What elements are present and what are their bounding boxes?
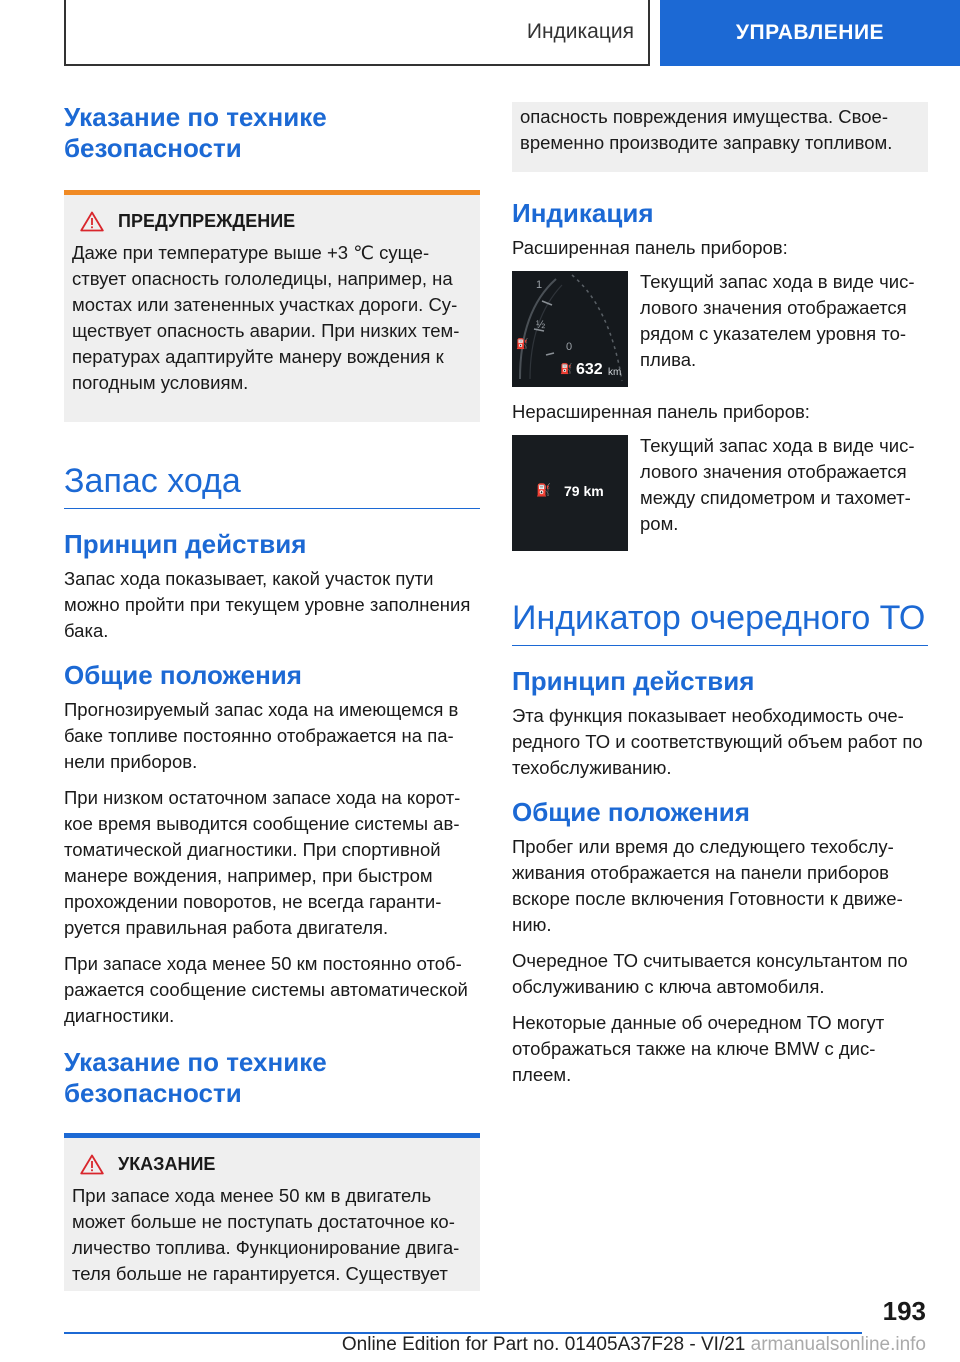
range-title: Запас хода <box>64 460 480 509</box>
page-header <box>0 0 960 66</box>
notice-box-continued <box>512 102 928 172</box>
general-heading-service: Общие положения <box>512 797 750 827</box>
warning-box-2 <box>64 1133 480 1291</box>
notice-text: При запасе хода менее 50 км в двигатель может больше не поступать достаточное количество топлива. Функционирование двигателя больше не гарантируется. Существует <box>72 1185 460 1284</box>
page-number: 193 <box>882 1296 926 1326</box>
warning-title-row <box>72 211 472 232</box>
notice-text-continued: опасность повреждения имущества. Своевременно производите заправку топливом. <box>520 106 893 153</box>
range-value: 632 <box>576 361 603 378</box>
warning-triangle-icon <box>80 211 104 232</box>
range-unit: km <box>608 367 622 378</box>
watermark-text[interactable]: armanualsonline.info <box>750 1334 926 1355</box>
fuel-pump-icon: ⛽ <box>516 339 529 350</box>
service-indicator-title: Индикатор очередного ТО <box>512 597 928 646</box>
warning-text: Даже при температуре выше +3 ℃ существует опасность гололедицы, например, на мостах или затененных участках дороги. Существует опасность аварии. При низких температурах адаптируйте манеру вождения к погодным условиям. <box>72 242 460 393</box>
section-title: Индикация <box>64 0 650 66</box>
fuel-pump-icon: ⛽ <box>536 483 551 497</box>
gauge-mark-full: 1 <box>536 279 543 291</box>
general-paragraph-service: Некоторые данные об очередном ТО могут отображаться также на ключе BMW с дисплеем. <box>512 1012 885 1085</box>
left-column <box>64 102 480 1291</box>
right-column <box>512 102 928 1088</box>
notice-title-row <box>72 1154 472 1175</box>
figure-row-basic <box>512 435 928 551</box>
edition-text: Online Edition for Part no. 01405A37F28 - VI/21 <box>341 1334 746 1355</box>
notice-title: УКАЗАНИЕ <box>118 1154 216 1174</box>
basic-cluster-figure <box>512 435 628 551</box>
general-paragraph-service: Очередное ТО считывается консультантом по обслуживанию с ключа автомобиля. <box>512 950 908 997</box>
fuel-pump-icon: ⛽ <box>560 364 573 375</box>
basic-cluster-text: Текущий запас хода в виде числового значения отображается между спидометром и тахометром. <box>640 435 915 534</box>
figure-row-extended <box>512 271 928 387</box>
general-paragraph-service: Пробег или время до следующего техобслуживания отображается на панели приборов вскоре после включения Готовности к движению. <box>512 836 903 935</box>
principle-heading: Принцип действия <box>64 529 307 559</box>
principle-text: Запас хода показывает, какой участок пути можно пройти при текущем уровне заполнения бака. <box>64 568 471 641</box>
warning-title: ПРЕДУПРЕЖДЕНИЕ <box>118 211 296 231</box>
display-heading: Индикация <box>512 198 654 228</box>
warning-box-1 <box>64 190 480 422</box>
basic-cluster-label: Нерасширенная панель приборов: <box>512 401 810 422</box>
range-value-basic: 79 km <box>564 483 604 499</box>
chapter-tab[interactable]: УПРАВЛЕНИЕ <box>660 0 960 66</box>
general-heading: Общие положения <box>64 660 302 690</box>
safety-heading-1: Указание по технике безопасности <box>64 102 327 163</box>
gauge-mark-half: ½ <box>536 319 546 331</box>
gauge-mark-zero: 0 <box>566 341 573 353</box>
warning-triangle-icon <box>80 1154 104 1175</box>
principle-text-service: Эта функция показывает необходимость очередного ТО и соответствующий объем работ по техобслуживанию. <box>512 705 923 778</box>
footer-edition <box>342 1334 926 1356</box>
general-paragraph: При запасе хода менее 50 км постоянно отображается сообщение системы автоматической диагностики. <box>64 953 468 1026</box>
safety-heading-2: Указание по технике безопасности <box>64 1047 327 1108</box>
extended-cluster-label: Расширенная панель приборов: <box>512 237 788 258</box>
principle-heading-service: Принцип действия <box>512 666 755 696</box>
extended-cluster-figure <box>512 271 628 387</box>
general-paragraph: При низком остаточном запасе хода на короткое время выводится сообщение системы автоматической диагностики. При спортивной манере вождения, например, при быстром прохождении поворотов, не всегда гарантируется правильная работа двигателя. <box>64 787 461 938</box>
extended-cluster-text: Текущий запас хода в виде числового значения отображается рядом с указателем уровня топлива. <box>640 271 915 370</box>
general-paragraph: Прогнозируемый запас хода на имеющемся в баке топливе постоянно отображается на панели приборов. <box>64 699 459 772</box>
